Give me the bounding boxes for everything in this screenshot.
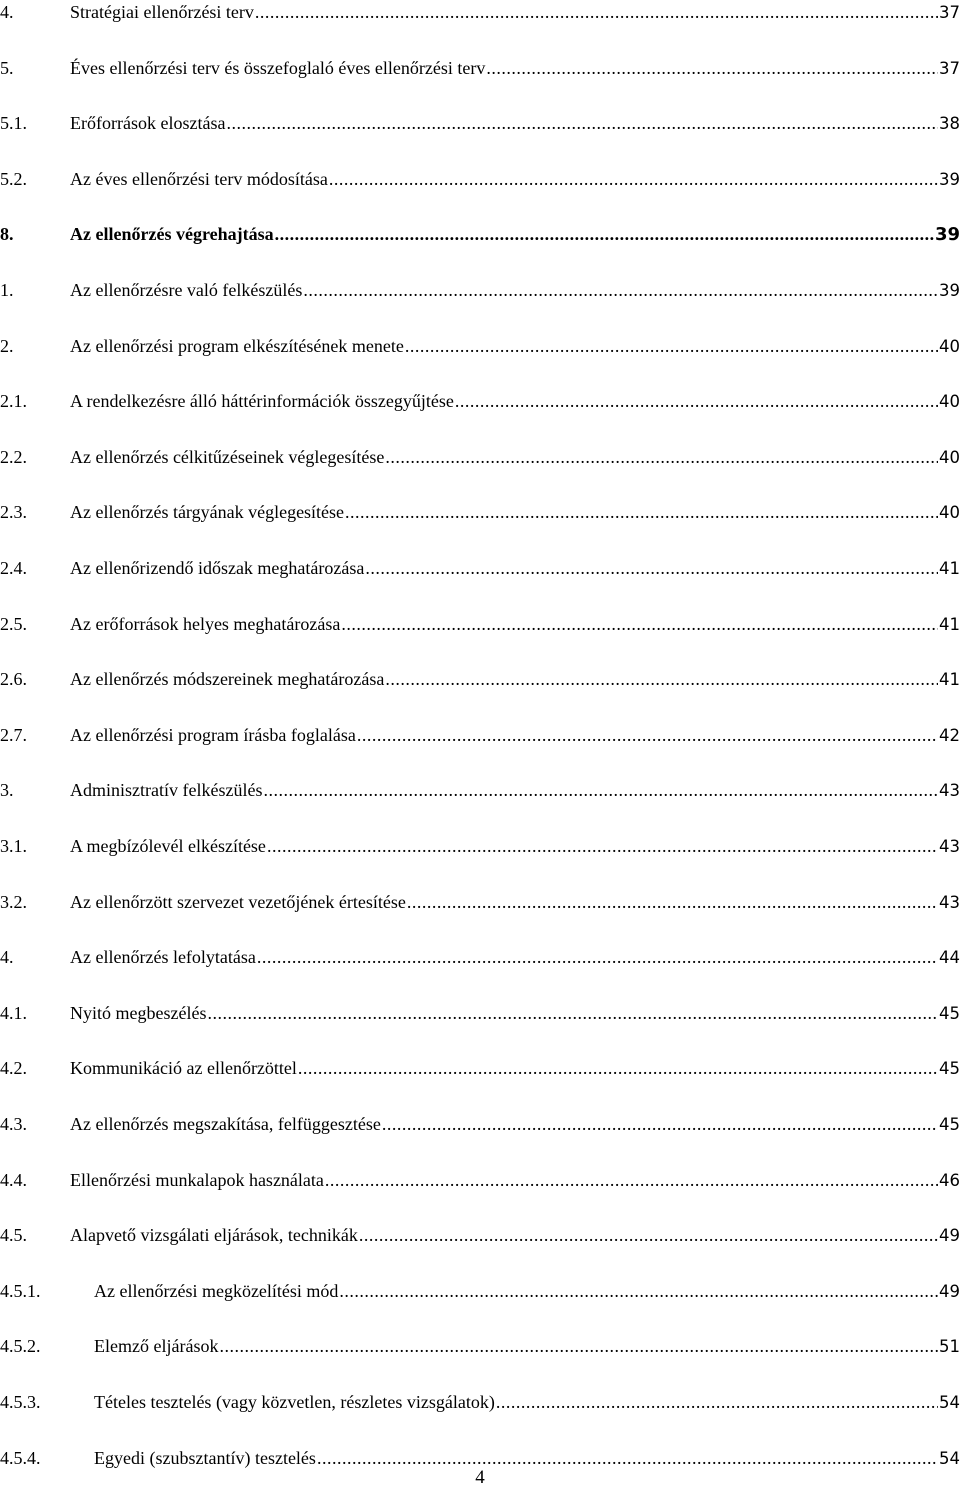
toc-entry-title: Az ellenőrzés módszereinek meghatározása: [70, 669, 385, 690]
toc-entry-page: 37: [939, 58, 960, 78]
toc-entry-line: [70, 1053, 960, 1084]
toc-entry-page: 37: [939, 3, 960, 22]
dot-leader: [303, 275, 938, 305]
toc-entry-page: 39: [939, 281, 960, 300]
dot-leader: [345, 497, 938, 527]
toc-entry-title: Az ellenőrzés tárgyának véglegesítése: [70, 502, 345, 523]
toc-entry[interactable]: [0, 1220, 960, 1250]
dot-leader: [496, 1387, 938, 1417]
toc-entry-line: [94, 1331, 960, 1362]
toc-entry-page: 46: [939, 1170, 960, 1190]
dot-leader: [219, 1331, 938, 1361]
dot-leader: [207, 998, 938, 1028]
toc-entry-line: [70, 664, 960, 695]
toc-entry-page: 44: [939, 948, 960, 968]
toc-entry-number: 2.: [0, 335, 14, 356]
toc-entry-line: [70, 442, 960, 473]
toc-entry-number: 4.: [0, 947, 14, 968]
dot-leader: [357, 720, 938, 750]
toc-entry-title: Stratégiai ellenőrzési terv: [70, 2, 254, 22]
toc-entry-page: 45: [939, 1003, 960, 1023]
toc-entry-number: 4.4.: [0, 1169, 27, 1190]
toc-entry-number: 4.3.: [0, 1114, 27, 1134]
toc-entry-number: 3.1.: [0, 836, 27, 856]
toc-entry-number: 3.: [0, 780, 14, 801]
toc-entry-line: [70, 1109, 960, 1140]
toc-entry-title: Tételes tesztelés (vagy közvetlen, részletes vizsgálatok): [94, 1392, 495, 1412]
toc-entry-number: 4.5.4.: [0, 1447, 41, 1468]
toc-entry-number: 4.: [0, 2, 14, 22]
toc-entry-title: Éves ellenőrzési terv és összefoglaló éves ellenőrzési terv: [70, 57, 486, 78]
toc-entry-number: 4.5.3.: [0, 1392, 41, 1412]
dot-leader: [329, 164, 938, 194]
toc-entry-title: Az ellenőrzési megközelítési mód: [94, 1280, 339, 1301]
toc-entry-title: Adminisztratív felkészülés: [70, 780, 263, 801]
dot-leader: [455, 386, 938, 416]
toc-entry[interactable]: [0, 331, 960, 361]
dot-leader: [382, 1109, 938, 1139]
toc-entry[interactable]: [0, 1387, 960, 1417]
toc-entry-page: 45: [939, 1115, 960, 1134]
toc-entry-title: Ellenőrzési munkalapok használata: [70, 1169, 324, 1190]
toc-entry-page: 40: [939, 503, 960, 523]
toc-entry-title: A megbízólevél elkészítése: [70, 836, 266, 856]
page-number: 4: [475, 1467, 485, 1488]
toc-entry-number: 4.5.: [0, 1225, 27, 1246]
toc-entry[interactable]: [0, 609, 960, 639]
toc-entry-number: 1.: [0, 280, 14, 300]
toc-entry-line: [94, 1276, 960, 1307]
toc-entry-number: 2.7.: [0, 724, 27, 745]
toc-entry-title: Az erőforrások helyes meghatározása: [70, 613, 341, 634]
toc-entry-title: A rendelkezésre álló háttérinformációk összegyűjtése: [70, 391, 454, 412]
toc-entry-number: 2.4.: [0, 558, 27, 578]
toc-entry[interactable]: [0, 1331, 960, 1361]
dot-leader: [298, 1053, 938, 1083]
toc-entry-line: [70, 720, 960, 751]
toc-entry-line: [70, 0, 960, 28]
toc-entry[interactable]: [0, 275, 960, 305]
toc-entry-page: 41: [939, 670, 960, 690]
toc-entry-page: 49: [939, 1226, 960, 1246]
toc-entry[interactable]: [0, 1165, 960, 1195]
toc-entry-number: 2.2.: [0, 446, 27, 467]
toc-entry-title: Az ellenőrzésre való felkészülés: [70, 280, 303, 300]
toc-entry-title: Erőforrások elosztása: [70, 113, 226, 134]
dot-leader: [257, 942, 938, 972]
toc-entry-page: 43: [939, 892, 960, 912]
toc-entry-title: Elemző eljárások: [94, 1336, 219, 1357]
toc-entry-number: 4.5.2.: [0, 1336, 41, 1357]
toc-entry-title: Az ellenőrzési program elkészítésének menete: [70, 335, 404, 356]
toc-entry-page: 49: [939, 1281, 960, 1301]
toc-entry[interactable]: [0, 887, 960, 917]
dot-leader: [226, 108, 938, 138]
toc-entry[interactable]: [0, 998, 960, 1028]
toc-entry-number: 4.1.: [0, 1002, 27, 1023]
dot-leader: [385, 664, 938, 694]
toc-entry-page: 40: [939, 392, 960, 412]
toc-entry-title: Alapvető vizsgálati eljárások, technikák: [70, 1225, 358, 1246]
toc-entry-line: [70, 331, 960, 362]
toc-entry-line: [70, 831, 960, 862]
toc-entry-number: 4.5.1.: [0, 1280, 41, 1301]
toc-entry-number: 8.: [0, 224, 14, 245]
toc-entry-page: 40: [939, 447, 960, 467]
toc-entry-line: [70, 53, 960, 84]
toc-entry-page: 41: [939, 559, 960, 578]
toc-entry-title: Nyitó megbeszélés: [70, 1002, 207, 1023]
dot-leader: [341, 609, 938, 639]
toc-entry-title: Az éves ellenőrzési terv módosítása: [70, 168, 328, 189]
toc-entry-number: 3.2.: [0, 891, 27, 912]
dot-leader: [325, 1165, 938, 1195]
toc-entry[interactable]: [0, 1109, 960, 1139]
toc-entry-title: Egyedi (szubsztantív) tesztelés: [94, 1447, 316, 1468]
toc-entry-title: Az ellenőrizendő időszak meghatározása: [70, 558, 365, 578]
toc-entry-title: Az ellenőrzés végrehajtása: [70, 224, 274, 245]
toc-entry-page: 39: [939, 169, 960, 189]
dot-leader: [267, 831, 938, 861]
toc-entry-page: 43: [939, 781, 960, 801]
dot-leader: [486, 53, 938, 83]
toc-entry-page: 54: [939, 1448, 960, 1468]
toc-entry-line: [70, 1165, 960, 1196]
toc-entry[interactable]: [0, 442, 960, 472]
toc-entry-page: 43: [939, 837, 960, 856]
toc-entry-line: [70, 275, 960, 306]
toc-entry-line: [70, 386, 960, 417]
dot-leader: [407, 887, 938, 917]
toc-entry-page: 45: [939, 1059, 960, 1079]
toc-entry[interactable]: [0, 108, 960, 138]
toc-entry[interactable]: [0, 775, 960, 805]
toc-entry[interactable]: [0, 720, 960, 750]
toc-entry-page: 40: [939, 336, 960, 356]
toc-entry-line: [70, 775, 960, 806]
toc-entry[interactable]: [0, 497, 960, 527]
toc-entry-line: [70, 609, 960, 640]
toc-entry[interactable]: [0, 219, 960, 249]
dot-leader: [339, 1276, 938, 1306]
toc-entry-title: Kommunikáció az ellenőrzöttel: [70, 1058, 297, 1079]
dot-leader: [275, 219, 934, 249]
toc-entry-title: Az ellenőrzési program írásba foglalása: [70, 724, 356, 745]
toc-entry-line: [94, 1387, 960, 1418]
toc-entry-number: 4.2.: [0, 1058, 27, 1079]
toc-entry-number: 2.1.: [0, 391, 27, 412]
toc-entry[interactable]: [0, 164, 960, 194]
toc-entry-title: Az ellenőrzés célkitűzéseinek véglegesítése: [70, 446, 385, 467]
toc-entry-page: 38: [939, 114, 960, 134]
toc-entry[interactable]: [0, 1053, 960, 1083]
toc-entry-title: Az ellenőrzött szervezet vezetőjének értesítése: [70, 891, 406, 912]
toc-entry-title: Az ellenőrzés lefolytatása: [70, 947, 256, 968]
dot-leader: [385, 442, 938, 472]
toc-entry[interactable]: [0, 386, 960, 416]
dot-leader: [405, 331, 938, 361]
toc-entry-line: [70, 164, 960, 195]
toc-entry-title: Az ellenőrzés megszakítása, felfüggesztése: [70, 1114, 381, 1134]
toc-entry-number: 2.6.: [0, 669, 27, 690]
toc-entry-line: [70, 998, 960, 1029]
toc-entry-page: 39: [934, 224, 960, 246]
toc-entry-line: [70, 942, 960, 973]
toc-entry-line: [70, 887, 960, 918]
toc-entry-page: 41: [939, 614, 960, 634]
toc-entry-number: 5.2.: [0, 168, 27, 189]
dot-leader: [263, 775, 938, 805]
toc-entry[interactable]: [0, 831, 960, 861]
toc-entry[interactable]: [0, 53, 960, 83]
dot-leader: [255, 0, 938, 27]
toc-entry[interactable]: [0, 0, 960, 27]
toc-entry-page: 51: [939, 1337, 960, 1357]
toc-entry-line: [70, 553, 960, 584]
toc-entry-number: 5.1.: [0, 113, 27, 134]
toc-entry-line: [70, 1220, 960, 1251]
toc-entry-page: 54: [939, 1393, 960, 1412]
dot-leader: [365, 553, 938, 583]
toc-entry[interactable]: [0, 942, 960, 972]
toc-entry-number: 2.3.: [0, 502, 27, 523]
toc-entry-line: [70, 219, 960, 250]
toc-entry[interactable]: [0, 1276, 960, 1306]
toc-entry[interactable]: [0, 664, 960, 694]
toc-entry-line: [70, 497, 960, 528]
toc-entry-line: [70, 108, 960, 139]
toc-entry-number: 2.5.: [0, 613, 27, 634]
toc-entry-page: 42: [939, 725, 960, 745]
toc-entry-number: 5.: [0, 57, 14, 78]
toc-entry[interactable]: [0, 553, 960, 583]
dot-leader: [359, 1220, 938, 1250]
